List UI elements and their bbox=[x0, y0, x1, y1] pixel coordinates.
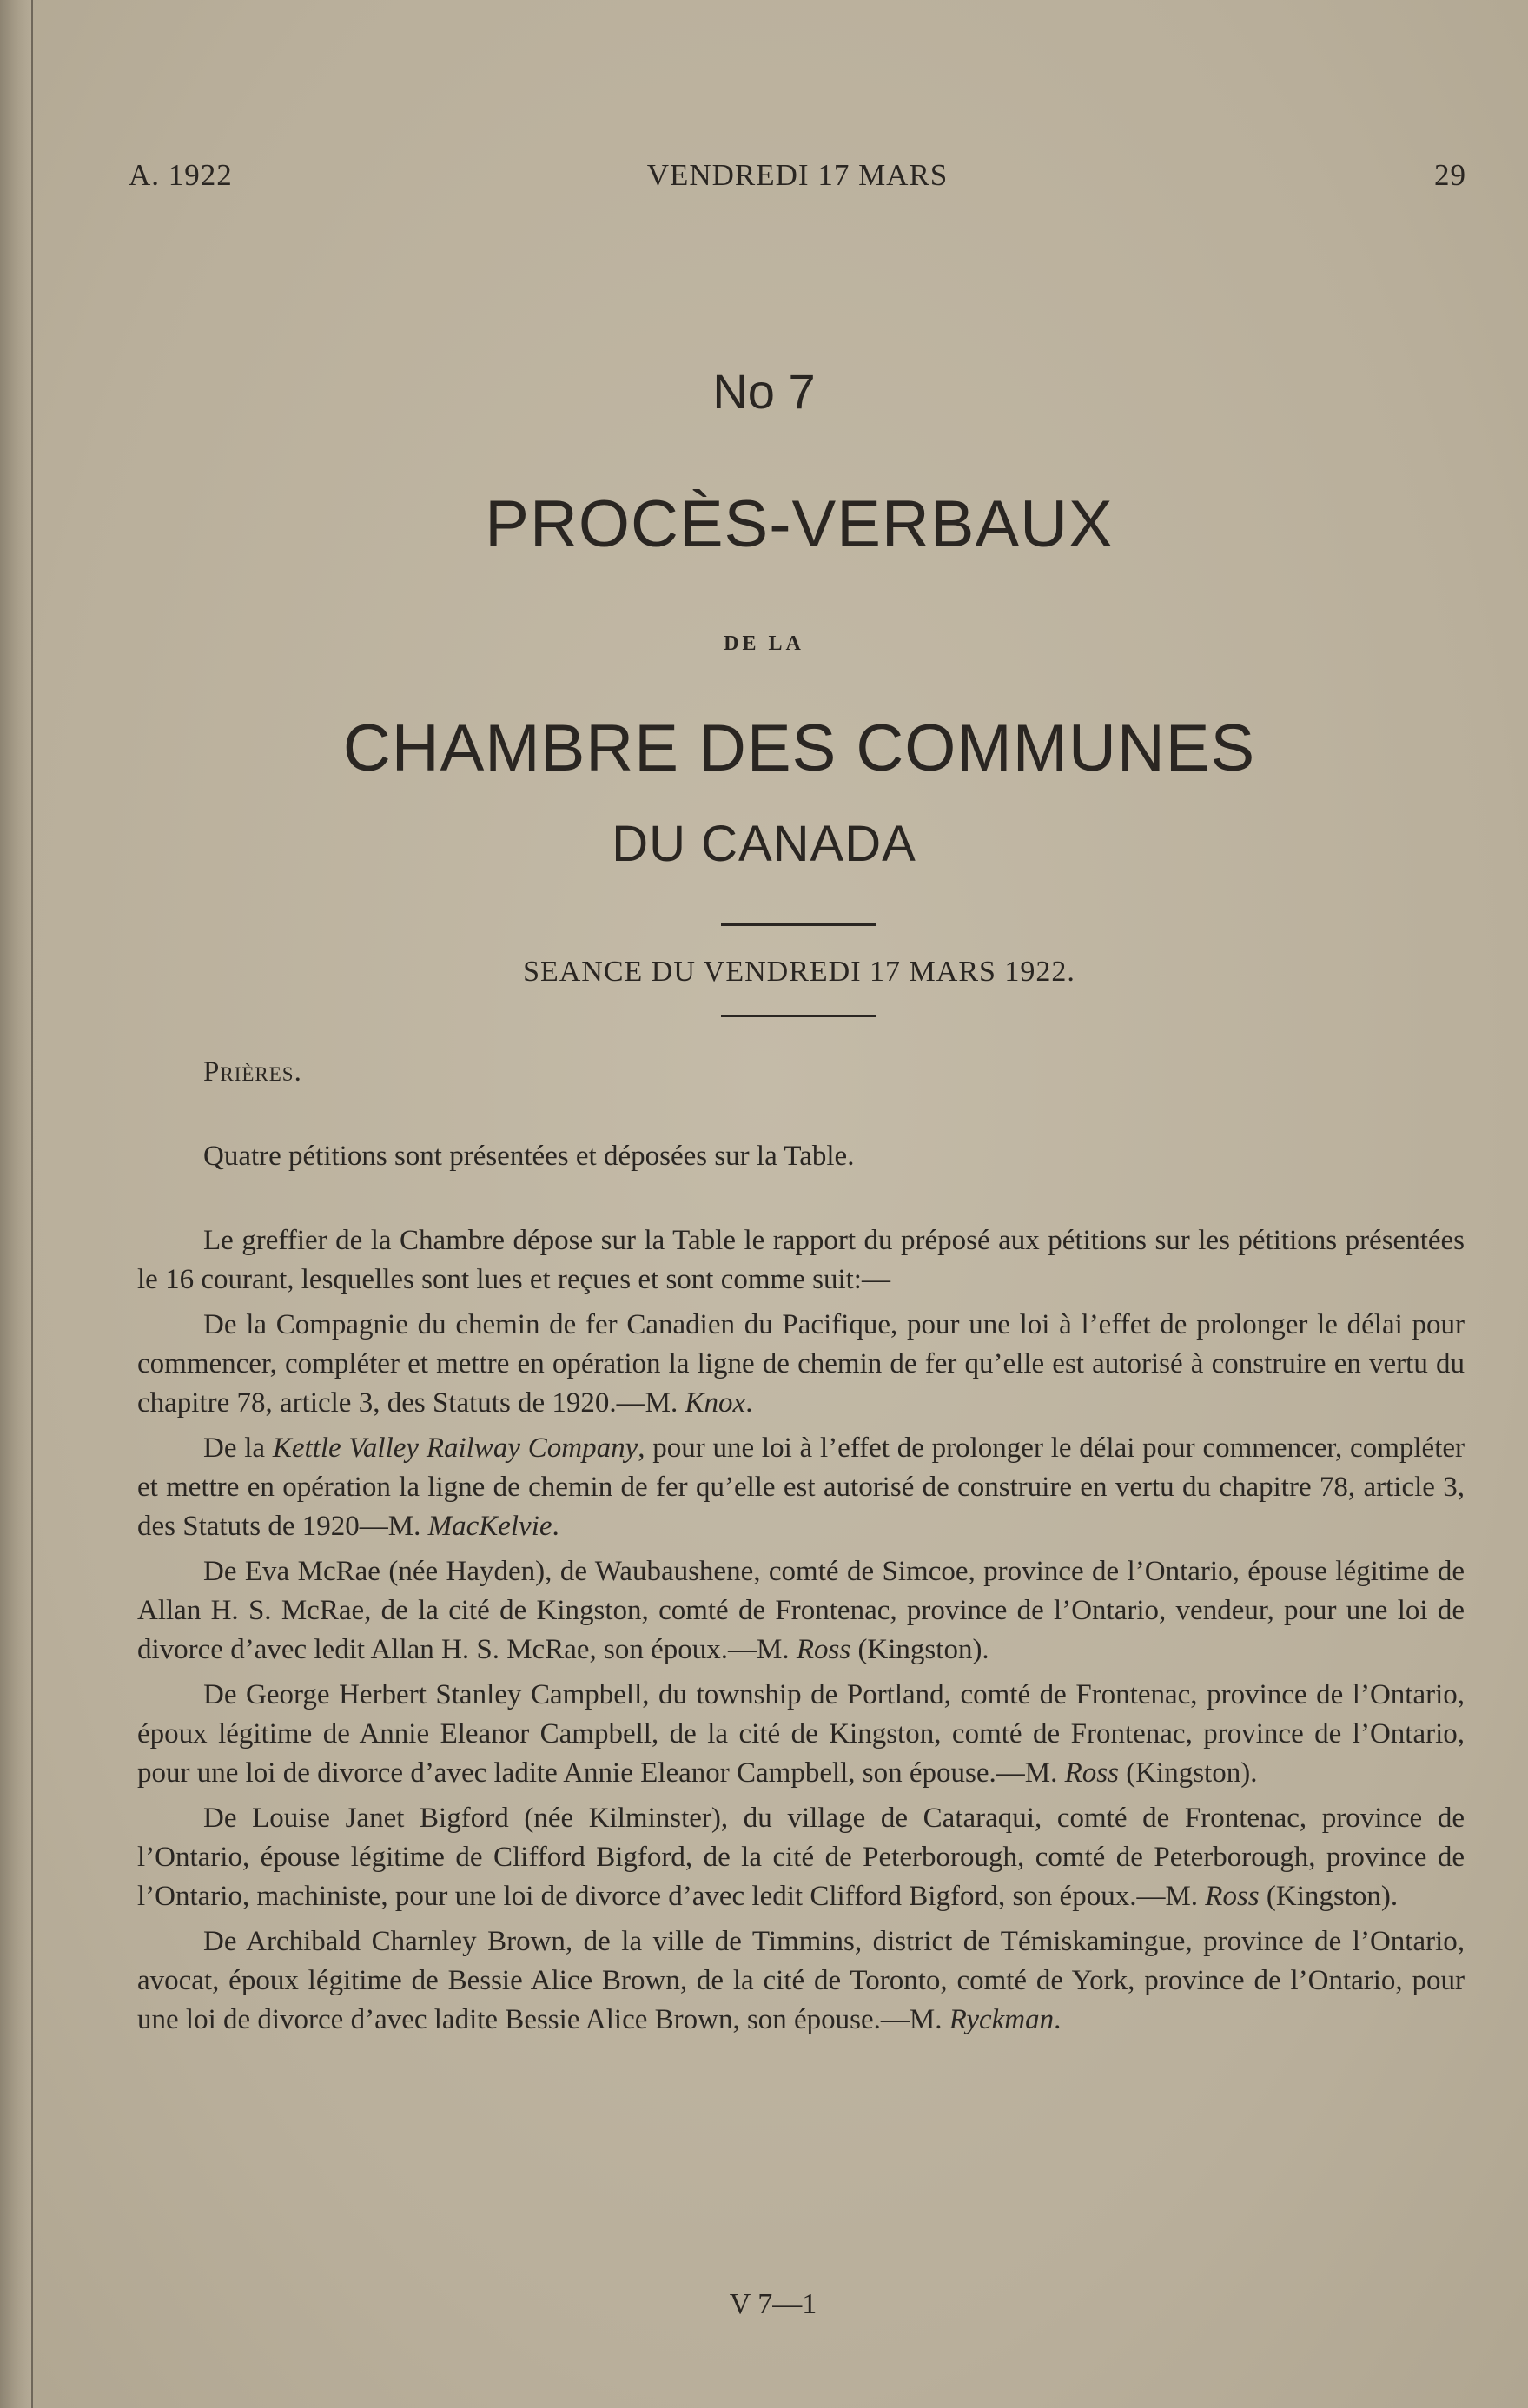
country-title: DU CANADA bbox=[612, 816, 916, 872]
petition-paragraph: De Eva McRae (née Hayden), de Waubaushene, comté de Simcoe, province de l’Ontario, épouse légitime de Allan H. S. McRae, de la cité de Kingston, comté de Frontenac, province de l’Ontario, vendeur, pour une loi de divorce d’avec ledit Allan H. S. McRae, son époux.—M. Ross (Kingston). bbox=[137, 1556, 1465, 1665]
binding-spine bbox=[0, 0, 33, 2408]
institution-title: CHAMBRE DES COMMUNES bbox=[342, 711, 1256, 785]
member-name: Ross bbox=[796, 1634, 851, 1665]
document-title: PROCÈS-VERBAUX bbox=[485, 487, 1114, 561]
page-number: 29 bbox=[1434, 158, 1466, 192]
petition-paragraph: De la Kettle Valley Railway Company, pour une loi à l’effet de prolonger le délai pour commencer, compléter et mettre en opération la ligne de chemin de fer qu’elle est autorisé de construire en vertu du chapitre 78, article 3, des Statuts de 1920—M. MacKelvie. bbox=[137, 1432, 1465, 1542]
petition-paragraph: De Louise Janet Bigford (née Kilminster), du village de Cataraqui, comté de Frontenac, province de l’Ontario, épouse légitime de Clifford Bigford, de la cité de Peterborough, comté de Peterborough, province de l’Ontario, machiniste, pour une loi de divorce d’avec ledit Clifford Bigford, son époux.—M. Ross (Kingston). bbox=[137, 1803, 1465, 1912]
running-header bbox=[129, 158, 1466, 202]
member-name: Ross bbox=[1064, 1757, 1119, 1789]
document-body bbox=[137, 1053, 1465, 2046]
signature-mark: V 7—1 bbox=[729, 2288, 817, 2320]
petition-paragraph: De Archibald Charnley Brown, de la ville de Timmins, district de Témiskamingue, province de l’Ontario, avocat, époux légitime de Bessie Alice Brown, de la cité de Toronto, comté de York, province de l’Ontario, pour une loi de divorce d’avec ladite Bessie Alice Brown, son épouse.—M. Ryckman. bbox=[137, 1926, 1465, 2035]
company-name: Kettle Valley Railway Company bbox=[272, 1432, 638, 1464]
header-year: A. 1922 bbox=[129, 158, 233, 192]
member-name: Ryckman bbox=[949, 2004, 1055, 2035]
member-name: Ross bbox=[1205, 1881, 1260, 1912]
member-name: Knox bbox=[685, 1387, 746, 1419]
member-name: MacKelvie bbox=[427, 1511, 552, 1542]
issue-number: No 7 bbox=[712, 364, 816, 419]
petition-paragraph: De la Compagnie du chemin de fer Canadien du Pacifique, pour une loi à l’effet de prolonger le délai pour commencer, compléter et mettre en opération la ligne de chemin de fer qu’elle est autorisé à construire en vertu du chapitre 78, article 3, des Statuts de 1920.—M. Knox. bbox=[137, 1309, 1465, 1419]
header-date: VENDREDI 17 MARS bbox=[646, 158, 949, 192]
title-connector: DE LA bbox=[724, 632, 804, 655]
prayers-line: Prières. bbox=[203, 1056, 302, 1088]
divider-top bbox=[721, 923, 876, 926]
divider-bottom bbox=[721, 1015, 876, 1017]
clerk-report: Le greffier de la Chambre dépose sur la Table le rapport du préposé aux pétitions sur les pétitions présentées le 16 courant, lesquelles sont lues et reçues et sont comme suit:— bbox=[137, 1225, 1465, 1295]
session-heading: SEANCE DU VENDREDI 17 MARS 1922. bbox=[523, 956, 1075, 988]
petitions-presented: Quatre pétitions sont présentées et déposées sur la Table. bbox=[203, 1141, 855, 1172]
petition-paragraph: De George Herbert Stanley Campbell, du township de Portland, comté de Frontenac, province de l’Ontario, époux légitime de Annie Eleanor Campbell, de la cité de Kingston, comté de Frontenac, province de l’Ontario, pour une loi de divorce d’avec ladite Annie Eleanor Campbell, son épouse.—M. Ross (Kingston). bbox=[137, 1679, 1465, 1789]
